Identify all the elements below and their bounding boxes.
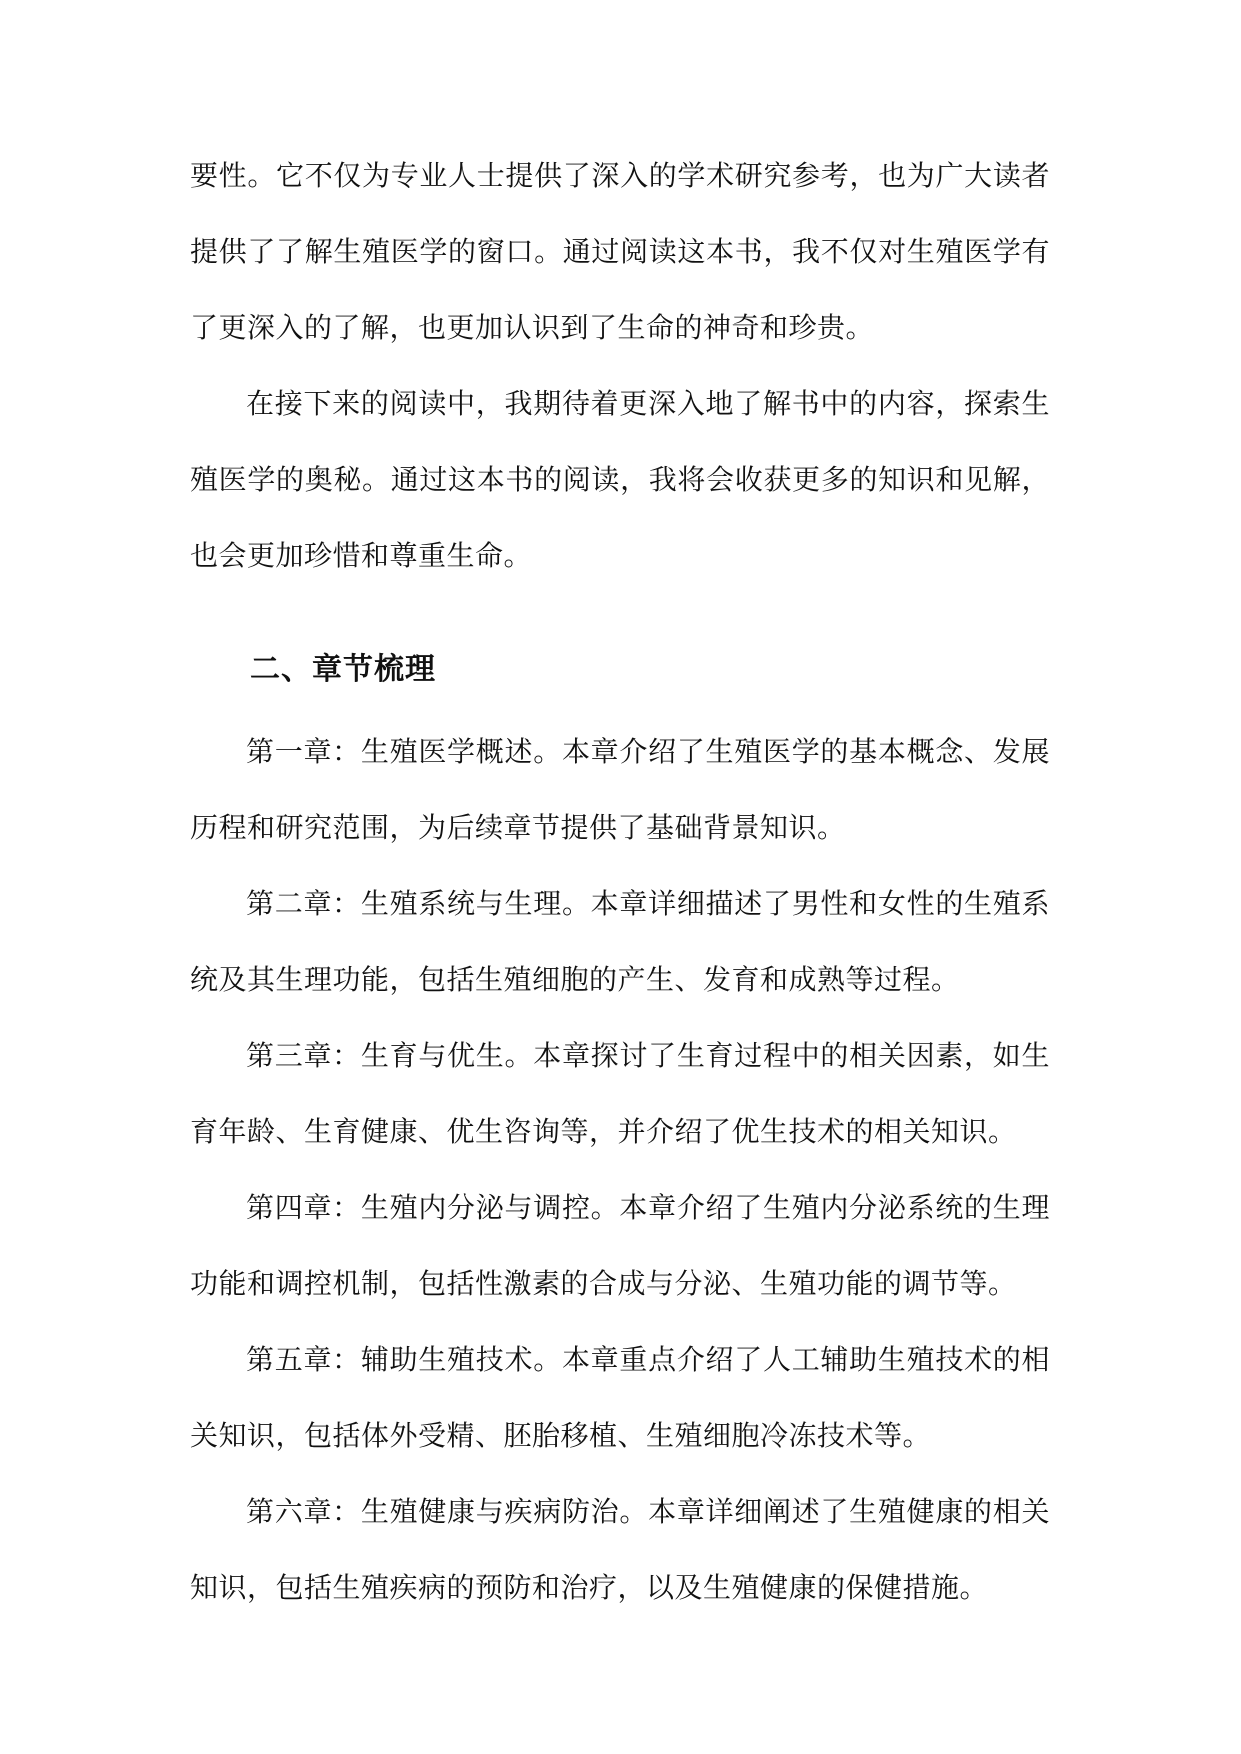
chapter-summary-1: 第一章：生殖医学概述。本章介绍了生殖医学的基本概念、发展历程和研究范围，为后续章节提供了基础背景知识。 bbox=[190, 735, 1050, 844]
page-content bbox=[190, 138, 1050, 1626]
section-heading: 二、章节梳理 bbox=[250, 652, 436, 687]
chapter-summary-3: 第三章：生育与优生。本章探讨了生育过程中的相关因素，如生育年龄、生育健康、优生咨询等，并介绍了优生技术的相关知识。 bbox=[190, 1039, 1050, 1148]
intro-paragraph-continued: 要性。它不仅为专业人士提供了深入的学术研究参考，也为广大读者提供了了解生殖医学的窗口。通过阅读这本书，我不仅对生殖医学有了更深入的了解，也更加认识到了生命的神奇和珍贵。 bbox=[190, 159, 1050, 344]
chapter-summary-6: 第六章：生殖健康与疾病防治。本章详细阐述了生殖健康的相关知识，包括生殖疾病的预防和治疗，以及生殖健康的保健措施。 bbox=[190, 1495, 1050, 1604]
chapter-summary-5: 第五章：辅助生殖技术。本章重点介绍了人工辅助生殖技术的相关知识，包括体外受精、胚胎移植、生殖细胞冷冻技术等。 bbox=[190, 1343, 1050, 1452]
chapter-summary-2: 第二章：生殖系统与生理。本章详细描述了男性和女性的生殖系统及其生理功能，包括生殖细胞的产生、发育和成熟等过程。 bbox=[190, 887, 1050, 996]
intro-paragraph: 在接下来的阅读中，我期待着更深入地了解书中的内容，探索生殖医学的奥秘。通过这本书的阅读，我将会收获更多的知识和见解，也会更加珍惜和尊重生命。 bbox=[190, 387, 1050, 572]
chapter-summary-4: 第四章：生殖内分泌与调控。本章介绍了生殖内分泌系统的生理功能和调控机制，包括性激素的合成与分泌、生殖功能的调节等。 bbox=[190, 1191, 1050, 1300]
